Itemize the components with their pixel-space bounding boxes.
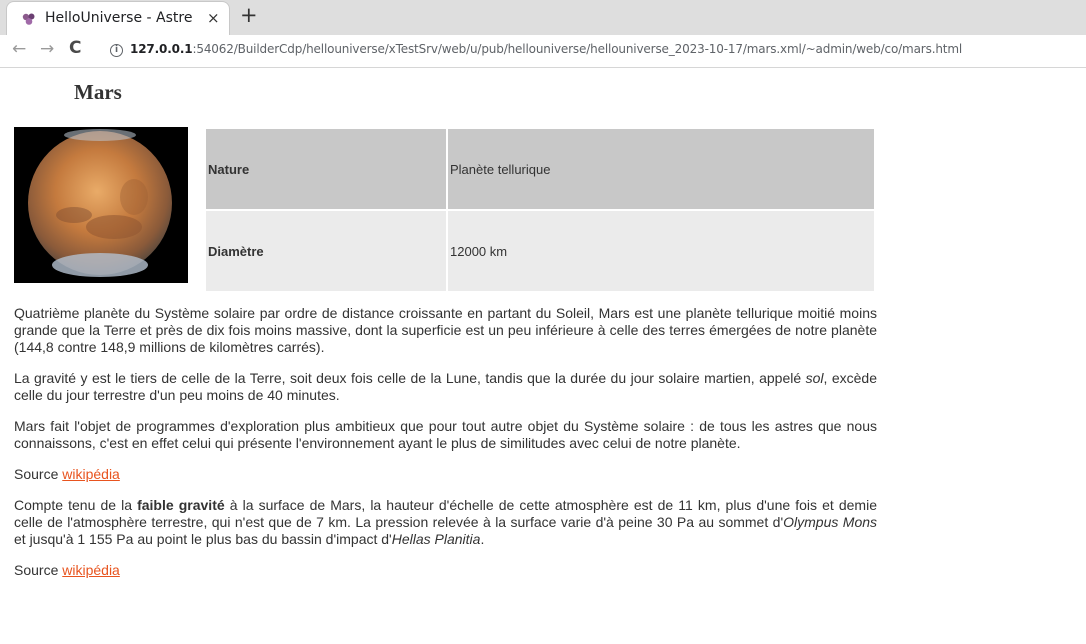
browser-toolbar xyxy=(0,35,1086,68)
tab-close-icon[interactable]: × xyxy=(207,9,220,27)
paragraph xyxy=(14,418,877,452)
paragraph-text: . xyxy=(480,531,485,547)
browser-tabbar xyxy=(0,0,1086,35)
forward-arrow-icon[interactable]: → xyxy=(40,39,55,59)
paragraph-text: , excède celle du jour terrestre d'un peu moins de 40 minutes. xyxy=(14,370,877,403)
article-body xyxy=(14,305,877,593)
paragraph xyxy=(14,370,877,404)
fact-key: Diamètre xyxy=(206,211,446,291)
url-host: 127.0.0.1 xyxy=(130,42,193,56)
source-link[interactable]: wikipédia xyxy=(62,562,120,578)
source-line xyxy=(14,562,877,579)
emphasis-text: Hellas Planitia xyxy=(391,531,481,547)
tab-title: HelloUniverse - Astre xyxy=(45,10,193,26)
page-content xyxy=(0,68,1086,644)
paragraph xyxy=(14,305,877,356)
paragraph-text: à la surface de Mars, la hauteur d'échelle de cette atmosphère est de 11 km, plus d'une fois et demie celle de l'atmosphère terrestre, qui n'est que de 7 km. La pression relevée à la surface varie d'à peine 30 Pa au sommet d' xyxy=(14,497,877,530)
paragraph-text: et jusqu'à 1 155 Pa au point le plus bas du bassin d'impact d' xyxy=(14,531,392,547)
paragraph-text: Mars fait l'objet de programmes d'exploration plus ambitieux que pour tout autre objet du Système solaire : de tous les astres que nous connaissons, c'est en effet celui qui présente l'environnement ayant le plus de similitudes avec celui de notre planète. xyxy=(14,418,877,451)
fact-value: 12000 km xyxy=(448,211,874,291)
page-title: Mars xyxy=(74,80,122,104)
source-line xyxy=(14,466,877,483)
source-label: Source xyxy=(14,466,63,482)
source-label: Source xyxy=(14,562,63,578)
paragraph-text: La gravité y est le tiers de celle de la Terre, soit deux fois celle de la Lune, tandis que la durée du jour solaire martien, appelé xyxy=(14,370,806,386)
url-path: :54062/BuilderCdp/hellouniverse/xTestSrv/web/u/pub/hellouniverse/hellouniverse_2023-10-17/mars.xml/~admin/web/co/mars.html xyxy=(192,42,963,56)
source-link[interactable]: wikipédia xyxy=(62,466,120,482)
reload-icon[interactable]: C xyxy=(69,38,82,58)
back-arrow-icon[interactable]: ← xyxy=(12,39,27,59)
table-row xyxy=(206,211,874,291)
bold-text: faible gravité xyxy=(137,497,225,513)
paragraph-text: Compte tenu de la xyxy=(14,497,138,513)
fact-key: Nature xyxy=(206,129,446,209)
emphasis-text: Olympus Mons xyxy=(783,514,878,530)
emphasis-text: sol xyxy=(805,370,824,386)
paragraph-text: Quatrième planète du Système solaire par ordre de distance croissante en partant du Soleil, Mars est une planète tellurique moitié moins grande que la Terre et près de dix fois moins massive, dont la superficie est un peu inférieure à celle des terres émergées de notre planète (144,8 contre 148,9 millions de kilomètres carrés). xyxy=(14,305,877,355)
new-tab-icon[interactable]: + xyxy=(240,3,258,27)
paragraph xyxy=(14,497,877,548)
fact-value: Planète tellurique xyxy=(448,129,874,209)
mars-photo xyxy=(14,127,188,283)
site-info-icon[interactable]: i xyxy=(110,44,123,57)
address-bar[interactable] xyxy=(130,42,962,56)
favicon-icon xyxy=(21,12,37,26)
table-row xyxy=(206,129,874,209)
browser-tab[interactable] xyxy=(7,2,229,35)
facts-table xyxy=(204,127,876,293)
